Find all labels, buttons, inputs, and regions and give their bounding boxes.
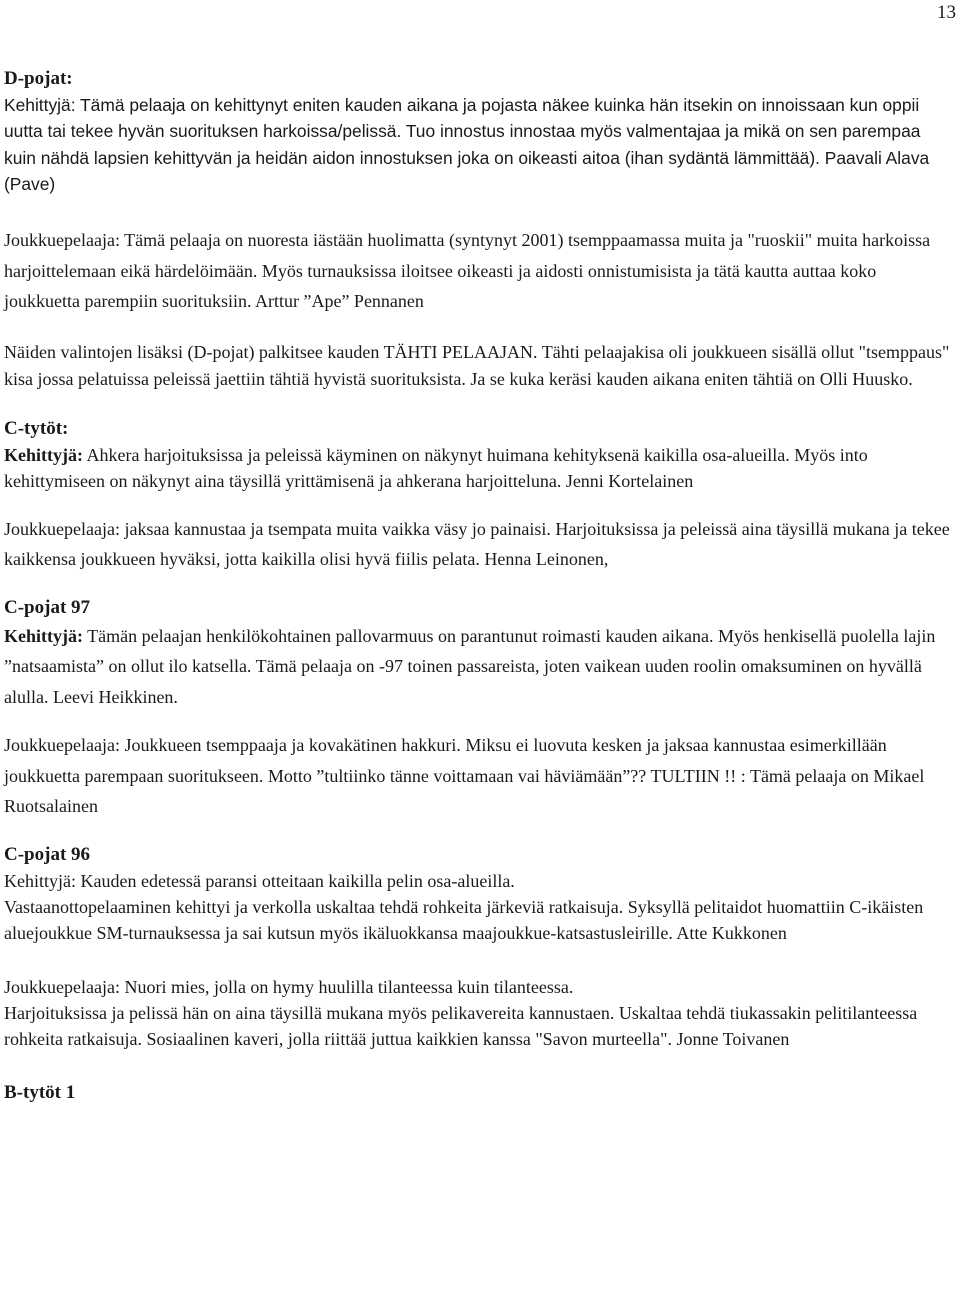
c-tytot-joukkuepelaaja-paragraph: Joukkuepelaaja: jaksaa kannustaa ja tsempata muita vaikka väsy jo painaisi. Harjoituksissa ja peleissä aina täysillä mukana ja tekee kaikkensa joukkueen hyväksi, jotta kaikilla olisi hyvä fiilis pelata. Henna Leinonen,: [4, 518, 950, 570]
c-pojat-96-joukkuepelaaja-paragraph: Harjoituksissa ja pelissä hän on aina täysillä mukana myös pelikavereita kannustaen. Uskaltaa tehdä tiukassakin pelitilanteessa rohkeita ratkaisuja. Sosiaalinen kaveri, jolla riittää juttua kaikkien kanssa "Savon murteella". Jonne Toivanen: [4, 1002, 918, 1049]
c-tytot-kehittyja-label: Kehittyjä:: [4, 444, 83, 465]
d-pojat-joukkuepelaaja-paragraph: Joukkuepelaaja: Tämä pelaaja on nuoresta iästään huolimatta (syntynyt 2001) tsemppaamassa muita ja "ruoskii" muita harkoissa harjoittelemaan eikä härdelöimään. Myös turnauksissa iloitsee oikeasti ja aidosti onnistumisista ja tätä kautta auttaa koko joukkuetta parempiin suorituksiin. Arttur ”Ape” Pennanen: [4, 230, 931, 312]
c-pojat-96-kehittyja-line: Kehittyjä: Kauden edetessä paransi otteitaan kaikilla pelin osa-alueilla.: [4, 870, 515, 891]
c-tytot-kehittyja-text: Ahkera harjoituksissa ja peleissä käyminen on näkynyt huimana kehityksenä kaikilla osa-alueilla. Myös into kehittymiseen on näkynyt aina täysillä yrittämisenä ja ahkerana harjoitteluna. Jenni Kortelainen: [4, 444, 868, 491]
c-pojat-96-joukkuepelaaja-line: Joukkuepelaaja: Nuori mies, jolla on hymy huulilla tilanteessa kuin tilanteessa.: [4, 976, 574, 997]
c-pojat-97-kehittyja-text: Tämän pelaajan henkilökohtainen pallovarmuus on parantunut roimasti kauden aikana. Myös henkisellä puolella lajin ”natsaamista” on ollut ilo katsella. Tämä pelaaja on -97 toinen passareista, joten vaikean uuden roolin omaksuminen on hyvällä alulla. Leevi Heikkinen.: [4, 625, 936, 707]
c-pojat-97-joukkuepelaaja-paragraph: Joukkuepelaaja: Joukkueen tsemppaaja ja kovakätinen hakkuri. Miksu ei luovuta kesken ja jaksaa kannustaa esimerkillään joukkuetta parempaan suoritukseen. Motto ”tultiinko tänne voittamaan vai häviämään”?? TULTIIN !! : Tämä pelaaja on Mikael Ruotsalainen: [4, 735, 925, 817]
section-heading-b-tytot-1: B-tytöt 1: [4, 1081, 76, 1103]
c-pojat-96-kehittyja-paragraph: Vastaanottopelaaminen kehittyi ja verkolla uskaltaa tehdä rohkeita järkeviä ratkaisuja. Syksyllä pelitaidot huomattiin C-ikäisten aluejoukkue SM-turnauksessa ja sai kutsun myös ikäluokkansa maajoukkue-katsastusleirille. Atte Kukkonen: [4, 896, 924, 943]
section-heading-c-pojat-96: C-pojat 96: [4, 843, 91, 865]
page-number: 13: [937, 2, 956, 23]
section-heading-c-tytot: C-tytöt:: [4, 417, 69, 439]
c-tytot-kehittyja-paragraph: [4, 442, 956, 494]
section-heading-c-pojat-97: C-pojat 97: [4, 596, 91, 618]
document-body: [4, 66, 956, 1106]
d-pojat-tahti-paragraph: Näiden valintojen lisäksi (D-pojat) palkitsee kauden TÄHTI PELAAJAN. Tähti pelaajakisa oli joukkueen sisällä ollut "tsemppaus" kisa jossa pelatuissa peleissä jaettiin tähtiä hyvistä suorituksista. Ja se kuka keräsi kauden aikana eniten tähtiä on Olli Huusko.: [4, 341, 950, 390]
d-pojat-kehittyja-paragraph: Kehittyjä: Tämä pelaaja on kehittynyt eniten kauden aikana ja pojasta näkee kuinka hän itsekin on innoissaan kun oppii uutta tai tekee hyvän suorituksen harkoissa/pelissä. Tuo innostus innostaa myös valmentajaa ja mikä on sen parempaa kuin nähdä lapsien kehittyvän ja heidän aidon innostuksen joka on oikeasti aitoa (ihan sydäntä lämmittää). Paavali Alava (Pave): [4, 95, 930, 194]
c-pojat-97-kehittyja-label: Kehittyjä:: [4, 625, 83, 646]
section-heading-d-pojat: D-pojat:: [4, 68, 73, 89]
c-pojat-97-kehittyja-paragraph: [4, 621, 956, 713]
